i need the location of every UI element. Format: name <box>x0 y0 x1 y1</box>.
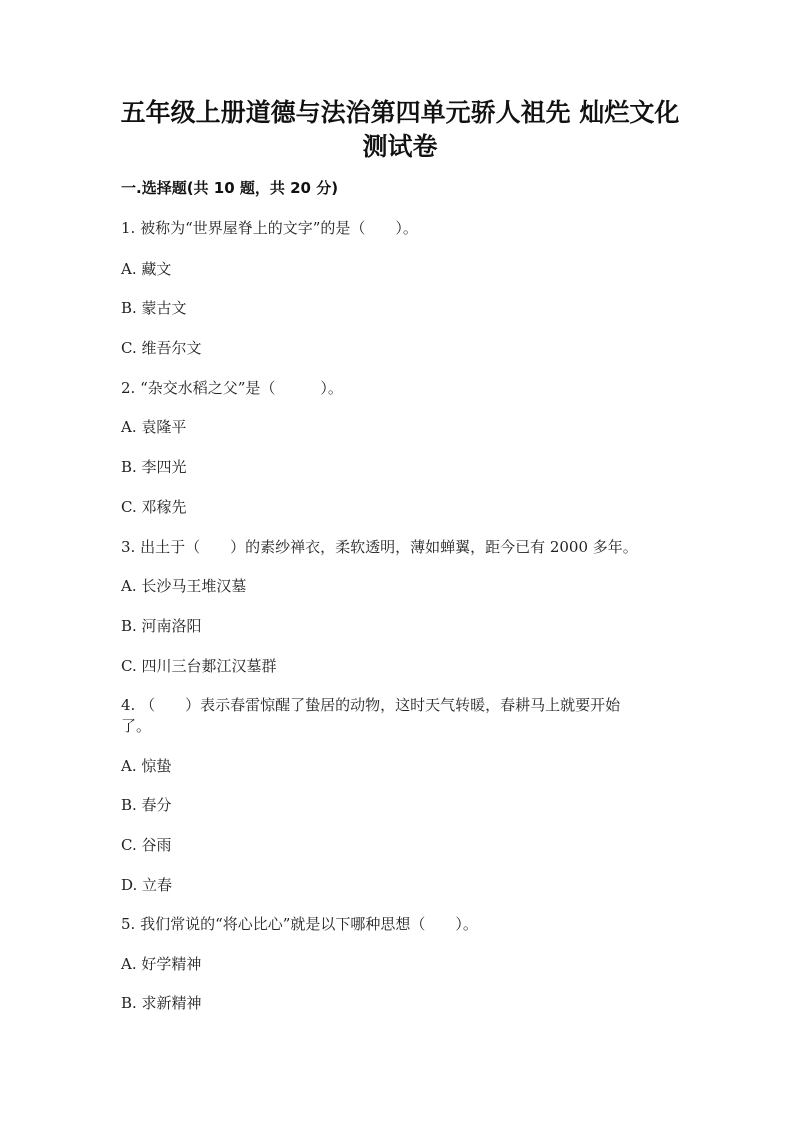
question-stem: 1. 被称为“世界屋脊上的文字”的是（ ）。 <box>121 219 418 237</box>
answer-option: A. 长沙马王堆汉墓 <box>121 577 247 595</box>
answer-option: A. 藏文 <box>121 260 172 278</box>
question-stem-continued: 了。 <box>121 717 152 735</box>
section-heading: 一.选择题(共 10 题，共 20 分) <box>121 179 339 197</box>
answer-option: A. 袁隆平 <box>121 418 187 436</box>
answer-option: B. 李四光 <box>121 458 187 476</box>
answer-option: C. 邓稼先 <box>121 498 187 516</box>
document-title-continued: 测试卷 <box>362 132 438 161</box>
answer-option: B. 春分 <box>121 796 172 814</box>
answer-option: B. 求新精神 <box>121 994 202 1012</box>
answer-option: B. 河南洛阳 <box>121 617 202 635</box>
question-stem: 2. “杂交水稻之父”是（ ）。 <box>121 379 343 397</box>
answer-option: A. 惊蛰 <box>121 757 172 775</box>
answer-option: D. 立春 <box>121 876 173 894</box>
question-stem: 4. （ ）表示春雷惊醒了蛰居的动物，这时天气转暖，春耕马上就要开始 <box>121 696 621 714</box>
document-title: 五年级上册道德与法治第四单元骄人祖先 灿烂文化 <box>120 98 680 127</box>
answer-option: A. 好学精神 <box>121 955 202 973</box>
question-stem: 3. 出土于（ ）的素纱禅衣，柔软透明，薄如蝉翼，距今已有 2000 多年。 <box>121 538 638 556</box>
question-stem: 5. 我们常说的“将心比心”就是以下哪种思想（ ）。 <box>121 915 478 933</box>
answer-option: C. 维吾尔文 <box>121 339 202 357</box>
answer-option: B. 蒙古文 <box>121 299 187 317</box>
answer-option: C. 四川三台郪江汉墓群 <box>121 657 277 675</box>
answer-option: C. 谷雨 <box>121 836 172 854</box>
